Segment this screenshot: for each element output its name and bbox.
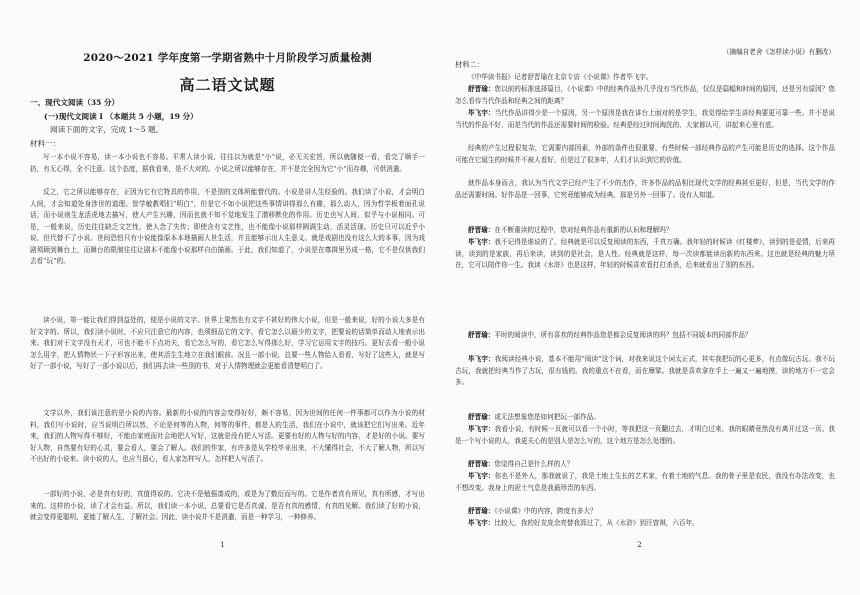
dialogue-paragraph [455,412,835,423]
instruction: 阅读下面的文字，完成 1～5 题。 [50,125,164,134]
dialogue-text: 当代作品讲得少是一个原因，另一个原因是我在讲台上面对的是学生，我觉得给学生讲经典要更可靠一些。并不是说当代的作品不好，而是当代的作品还需要时间的检验。经典是经过时间淘洗的，大家都认可，讲起来心里有底。 [455,109,835,129]
dialogue-paragraph [455,225,835,236]
dialogue-text: 我阅读经典小说，基本不能用“阅读”这个词，对我来说这个词太正式，其实我把玩的心更多，有点像玩古玩。我不玩古玩，我就把经典当作了古玩，很有钱的。我的重点不在看，而在摩挲。我就是喜欢拿在手上一遍又一遍地摸，读的地方不一定会多。 [455,355,835,386]
dialogue-text: 经典的产生过程很复杂，它需要内部因素，外部的条件也很重要，有些时候一部经典作品的产生可能是历史的选择。这个作品可能在它诞生的时候并不被人看好，但是过了很多年，人们才认识到它的价值。 [455,144,835,164]
dialogue-text: 在不断重读的过程中，您对经典作品有重新的认识和理解吗？ [494,226,673,234]
dialogue-paragraph [455,72,835,83]
dialogue-paragraph [455,506,835,517]
dialogue-paragraph [455,471,835,505]
speaker-label: 舒晋瑜： [468,331,495,339]
dialogue-text: 就作品本身而言，我认为当代文学已经产生了不少的杰作，许多作品的品相比现代文学的经典甚至更好，但是，当代文学的作品还需要时间。好作品是一回事，它究竟能够成为经典，那是另外一回事了。没有人知道。 [455,179,835,199]
dialogue-text: 平时的阅读中，所有喜欢的经典作品您是都会反复阅读的吗？包括不同版本的同部作品？ [494,331,752,339]
source-note: （摘编自老舍《怎样读小说》有删改） [722,48,835,56]
speaker-label: 舒晋瑜： [468,85,495,93]
dialogue-paragraph [455,424,835,458]
speaker-label: 毕飞宇： [468,109,495,117]
dialogue-text: 或无法想象您是如何把玩一部作品。 [494,413,600,421]
dialogue-paragraph [455,84,835,107]
paragraph: 读小说，第一能让我们得到益处的，便是小说的文字。世界上果然也有文字不甚好的伟大小说，但是一般来说，好的小说大多是有好文字的。所以，我们读小说时，不应只注意它的内容，也须细品它的文字，看它怎么以最少的文字，把要说的话简单而动人地表示出来。我们对于文字没有天才，可也不能不下点功夫，看它怎么写的，看它怎么写得那么好，学习它运用文字的技巧。更好去看一般小说怎么用字，把人情物状一下子形容出来，使其活生生地立在我们眼前。况且一部小说，总要一些人物给人看看，写好了这些人，就是写好了一部小说，写好了一部小说以后，我们再去读一些别的书，对于人情物理就会更能看清楚明白了。 [30,316,425,370]
dialogue-paragraph [455,330,835,353]
left-page [30,0,425,595]
dialogue-paragraph [455,518,835,529]
speaker-label: 毕飞宇： [468,519,495,527]
paragraph: 文学以外，我们该注意的是小说的内容。最新的小说的内容会变得好好，颇不容易，因为世间的任何一件事都可以作为小说的材料，我们写小说时，应当说明白所以然，不论是何等的人物，何等的事件，都是人的生活，我们在小说中，就该把它们写出来。近年来，我们的人物写得不够好，不能由家庭而社会地把人写好，这就是没有把人写活。更要有好的人物与好的内容，才是好的小说。要写好人物，自然要有好的心灵，要会看人，要会了解人。我们的作家，有许多是从学校毕业出来，不大懂得社会，不大了解人物，所以写不出好的小说来。读小说的人，也应当留心，看人家怎样写人，怎样把人写活了。 [30,409,425,463]
dialogue-paragraph [455,143,835,177]
dialogue-paragraph [455,459,835,470]
paragraph: 写一本小说不容易，读一本小说也不容易。平常人读小说，往往以为就是“小”说，必无关宏旨，所以就随便一看，看完了顺手一扔，有无心得，全不注意。这个态度，据我看来，是不大对的。小说之所以能够存在，并不是完全因为它“小”而存趣，可供消遣。 [30,153,425,173]
dialogue-paragraph [455,108,835,142]
dialogue-text: 我不记得是谁说的了，经典就是可以反复阅读的东西，千真万确。我年轻的时候读《红楼梦》，读到的是爱情，后来再读，读到的是家族，再后来读，读到的是社会，是人性。经典就是这样，每一次读都能读出新的东西来。这也就是经典的魅力所在，它可以陪伴你一生。我读《水浒》也是这样，年轻的时候喜欢看打打杀杀，后来就看出了别的东西。 [455,238,835,269]
dialogue-text: 《中华读书报》记者舒晋瑜在北京专访《小说课》作者毕飞宇。 [468,73,653,81]
speaker-label: 舒晋瑜： [468,226,495,234]
material-label: 材料二： [455,60,484,69]
speaker-label: 毕飞宇： [468,425,495,433]
dialogue-paragraph [455,354,835,411]
exam-subtitle: 高二语文试题 [179,76,276,94]
speaker-label: 舒晋瑜： [468,507,495,515]
dialogue-text: 比较大，我的好友庞余亮替我算过了，从《水浒》到汪曾祺，六百年。 [494,519,699,527]
dialogue-paragraph [455,178,835,224]
exam-title: 2020～2021 学年度第一学期省熟中十月阶段学习质量检测 [83,52,372,64]
material-label: 材料一： [30,139,61,148]
dialogue-text: 你也不是外人，那我就说了，我是土地上生长的艺术家，有着土地的气息。我的骨子里是农民，我没有办法改变，也不想改变。我身上的泥土气息是我最珍贵的东西。 [455,472,835,492]
page-number: 1 [220,540,225,549]
paragraph: 反之，它之所以能够存在，正因为它有它特具的作用，不是别的文体所能替代的。小说是讲人生经验的。我们读了小说，才会明白人间，才会知道处身涉世的道理。智学敏教唱们“明白”，但是它不如小说把这些事情讲得那么有趣，那么动人，因为哲学板着面孔说话，而小说则生龙活虎地去描写，使人产生兴趣，因而也就不知不觉地发生了潜移默化的作用。历史也写人间，似乎与小说相同。可是，一般来说，历史往往缺乏文艺性，使人念了失传；即使含有文艺性，也不能像小说那样圆满生动，活灵活现。历史只可以近乎小说，但代替不了小说。世间恐怕只有小说能像原本本地描画人世生活，并且能够示出人生意义。就是戏剧也没有这么大的本事，因为戏剧须顾到舞台上，而舞台的限制往往让剧本不能像小说那样自由描画。于此，我们知道了，小说是在尊揖里另成一格，它不是仅供我们去看“玩”的。 [30,188,425,265]
dialogue-text: 您以前的标准选择篇目，《小说课》中的经典作品外几乎没有当代作品，仅仅是篇幅和时间的原因，还是另有原因？您怎么看待当代作品和经典之间的距离？ [455,85,835,105]
dialogue-paragraph [455,237,835,329]
paragraph: 一部好的小说，必是真有好的，真值得说的。它决不是勉强凑成的，或是为了敷衍而写的。它是作者真有所见，真有所感，才写出来的。这样的小说，读了才会有益。所以，我们读一本小说，总要看它是否真诚，是否有真的感情，有真的见解。我们读了好的小说，就会变得更聪明，更能了解人生，了解社会。因此，读小说并不是消遣，而是一种学习，一种修养。 [30,490,425,521]
dialogue-text: 我看小说，有时候一页就可以看一个小时，等我把这一页翻过去，才明白过来，我的眼睛竟然没有离开过这一页。我是一个写小说的人，我更关心的是别人是怎么写的，这个地方是怎么处理的。 [455,425,835,445]
dialogue-text: 您觉得自己是什么样的人？ [494,460,574,468]
speaker-label: 舒晋瑜： [468,413,495,421]
right-page [455,0,835,595]
speaker-label: 毕飞宇： [468,472,495,480]
speaker-label: 舒晋瑜： [468,460,495,468]
speaker-label: 毕飞宇： [468,355,495,363]
speaker-label: 毕飞宇： [468,238,495,246]
page-number: 2 [637,540,642,549]
dialogue-text: 《小说课》中的内容，跨度有多大？ [494,507,597,515]
section-heading: 一、现代文阅读（35 分） [30,98,120,107]
subsection-heading: (一)现代文阅读 I （本题共 5 小题，19 分） [44,112,198,121]
